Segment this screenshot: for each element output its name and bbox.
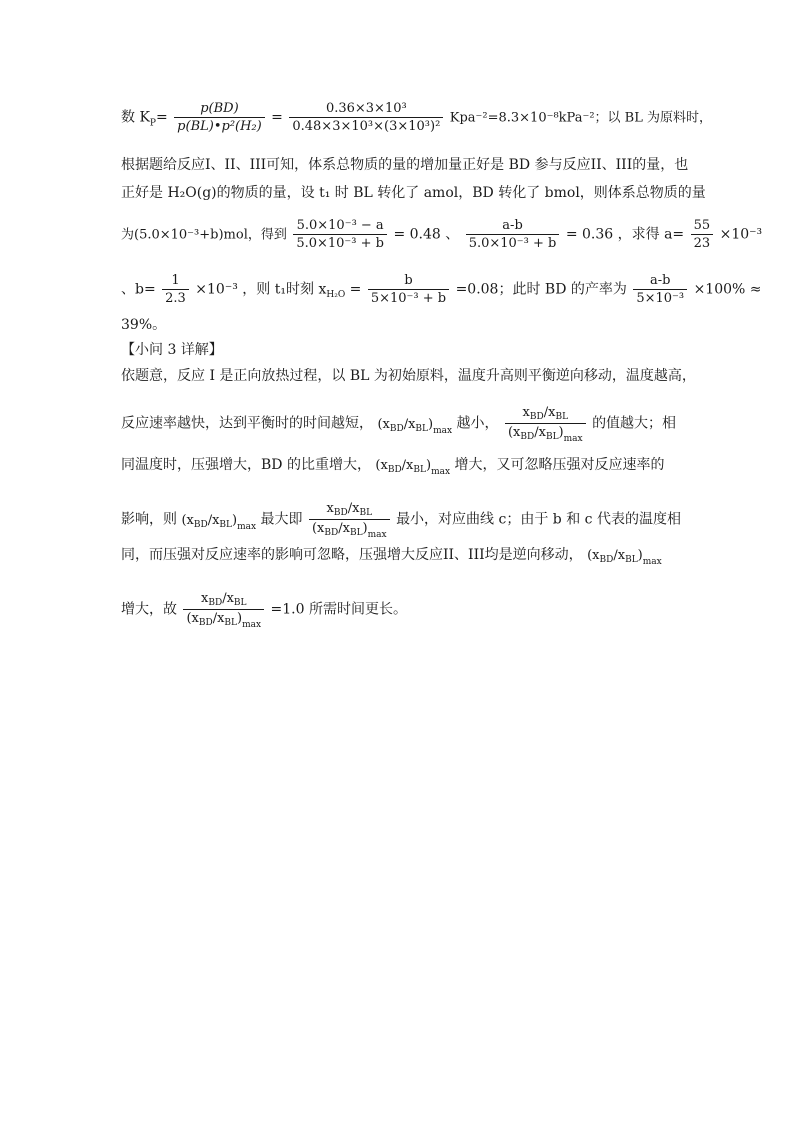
separator: 、 [445, 226, 460, 243]
text-segment: 反应速率越快，达到平衡时的时间越短， [121, 415, 373, 432]
fraction-denominator: $(x_{BD}/x_{BL})_{max}$ [309, 519, 390, 539]
text-segment: 增大，又可忽略压强对反应速率的 [454, 457, 665, 473]
exponent-tail: ×10⁻³ [719, 226, 763, 243]
exponent-tail: ×10⁻³ [195, 281, 238, 298]
kp-prefix: 数 K [121, 109, 150, 126]
p3-line-6 [121, 590, 701, 629]
paragraph-line: 根据题给反应I、II、III可知，体系总物质的量的增加量正好是 BD 参与反应II、III的量，也 [121, 157, 689, 173]
ratio-open: (x [377, 416, 390, 432]
fraction-numerator: b [404, 273, 413, 288]
ratio-fraction [183, 590, 264, 629]
ratio-max: $(x_{BD}/x_{BL})_{max}$ [375, 458, 451, 477]
fraction-bl [293, 217, 387, 252]
xh2o-value-text: =0.08；此时 BD 的产率为 [455, 281, 627, 298]
x-symbol: x [318, 281, 327, 298]
ratio-fraction [505, 404, 586, 443]
fraction-numerator: 1 [171, 273, 180, 288]
fraction-denominator: 5.0×10⁻³ + b [293, 234, 387, 252]
kp-denominator: p(BL)•p²(H₂) [174, 117, 265, 135]
b-mid-text: ，则 t₁时刻 [242, 281, 314, 298]
fraction-b [162, 272, 189, 307]
p3-line-5 [121, 545, 701, 567]
x-subscript: H₂O [326, 289, 346, 300]
ratio-max: $(x_{BD}/x_{BL})_{max}$ [181, 512, 257, 532]
b-value-line [121, 272, 762, 307]
kp-result: Kpa⁻²=8.3×10⁻⁸kPa⁻²；以 BL 为原料时， [449, 110, 712, 126]
fraction-yield [633, 272, 687, 307]
kp-den-value: 0.48×3×10³×(3×10³)² [289, 117, 443, 135]
p3-line-2 [121, 404, 701, 443]
fraction-denominator: 2.3 [162, 289, 189, 307]
text-segment: 同，而压强对反应速率的影响可忽略，压强增大反应II、III均是逆向移动， [121, 547, 583, 563]
kp-equation-line [121, 100, 712, 135]
sub-max: max [433, 425, 453, 436]
p3-line-3 [121, 455, 701, 477]
yield-percent: 39%。 [121, 317, 167, 333]
fraction-value: = 0.36 [565, 226, 614, 243]
text-segment: 增大，故 [121, 601, 177, 618]
fraction-a [691, 217, 714, 252]
fraction-denominator: $(x_{BD}/x_{BL})_{max}$ [505, 423, 586, 443]
fraction-numerator: 5.0×10⁻³ − a [296, 218, 384, 233]
paragraph-line: 正好是 H₂O(g)的物质的量，设 t₁ 时 BL 转化了 amol，BD 转化了 bmol，则体系总物质的量 [121, 185, 706, 201]
text-segment: 最大即 [260, 511, 303, 528]
fraction-denominator: 23 [691, 234, 714, 252]
text-segment: 越小， [456, 415, 499, 432]
ratio-fraction [309, 500, 390, 539]
text-segment: 同温度时，压强增大，BD 的比重增大， [121, 457, 371, 473]
ratio-max [377, 416, 453, 436]
ratio-slash: /x [403, 416, 416, 432]
fraction-bd [466, 217, 560, 252]
fraction-numerator: 55 [693, 218, 711, 233]
sub-bd: BD [389, 423, 404, 434]
ratio-close: ) [428, 416, 434, 432]
fraction-numerator: $x_{BD}/x_{BL}$ [522, 405, 569, 422]
fraction-xh2o [368, 272, 449, 307]
equals-sign: = [155, 109, 168, 126]
fraction-numerator: a-b [650, 273, 671, 288]
fraction-denominator: 5×10⁻³ [633, 289, 687, 307]
eq-prefix: 为(5.0×10⁻³+b)mol，得到 [121, 227, 287, 243]
fraction-numerator: $x_{BD}/x_{BL}$ [201, 591, 247, 608]
fraction-denominator: 5.0×10⁻³ + b [466, 234, 560, 252]
fraction-numerator: a-b [502, 218, 523, 233]
mole-fraction-equations [121, 217, 763, 252]
solve-text: ，求得 a= [617, 226, 685, 243]
kp-numerator: p(BD) [200, 101, 239, 116]
kp-fraction-symbolic [174, 100, 265, 135]
fraction-denominator: 5×10⁻³ + b [368, 289, 449, 307]
fraction-numerator: $x_{BD}/x_{BL}$ [326, 501, 373, 518]
ratio-max: $(x_{BD}/x_{BL})_{max}$ [587, 548, 662, 567]
yield-tail: ×100% ≈ [693, 281, 762, 298]
kp-subscript: P [149, 118, 156, 129]
paragraph-line: 依题意，反应 I 是正向放热过程，以 BL 为初始原料，温度升高则平衡逆向移动，温度越高， [121, 368, 696, 384]
text-segment: 最小，对应曲线 c；由于 b 和 c 代表的温度相 [396, 511, 681, 528]
section-heading: 【小问 3 详解】 [121, 342, 223, 358]
equals-sign-2: = [271, 109, 283, 126]
equals-sign: = [349, 281, 362, 298]
sub-bl: BL [415, 423, 429, 434]
kp-fraction-numeric [289, 100, 443, 135]
text-segment: 影响，则 [121, 511, 177, 528]
b-prefix: 、b= [121, 281, 156, 298]
fraction-denominator: $(x_{BD}/x_{BL})_{max}$ [183, 609, 264, 629]
kp-num-value: 0.36×3×10³ [325, 101, 407, 116]
fraction-value: = 0.48 [393, 226, 441, 243]
text-segment: 的值越大；相 [592, 415, 677, 432]
text-segment: =1.0 所需时间更长。 [270, 601, 407, 618]
p3-line-4 [121, 500, 701, 539]
